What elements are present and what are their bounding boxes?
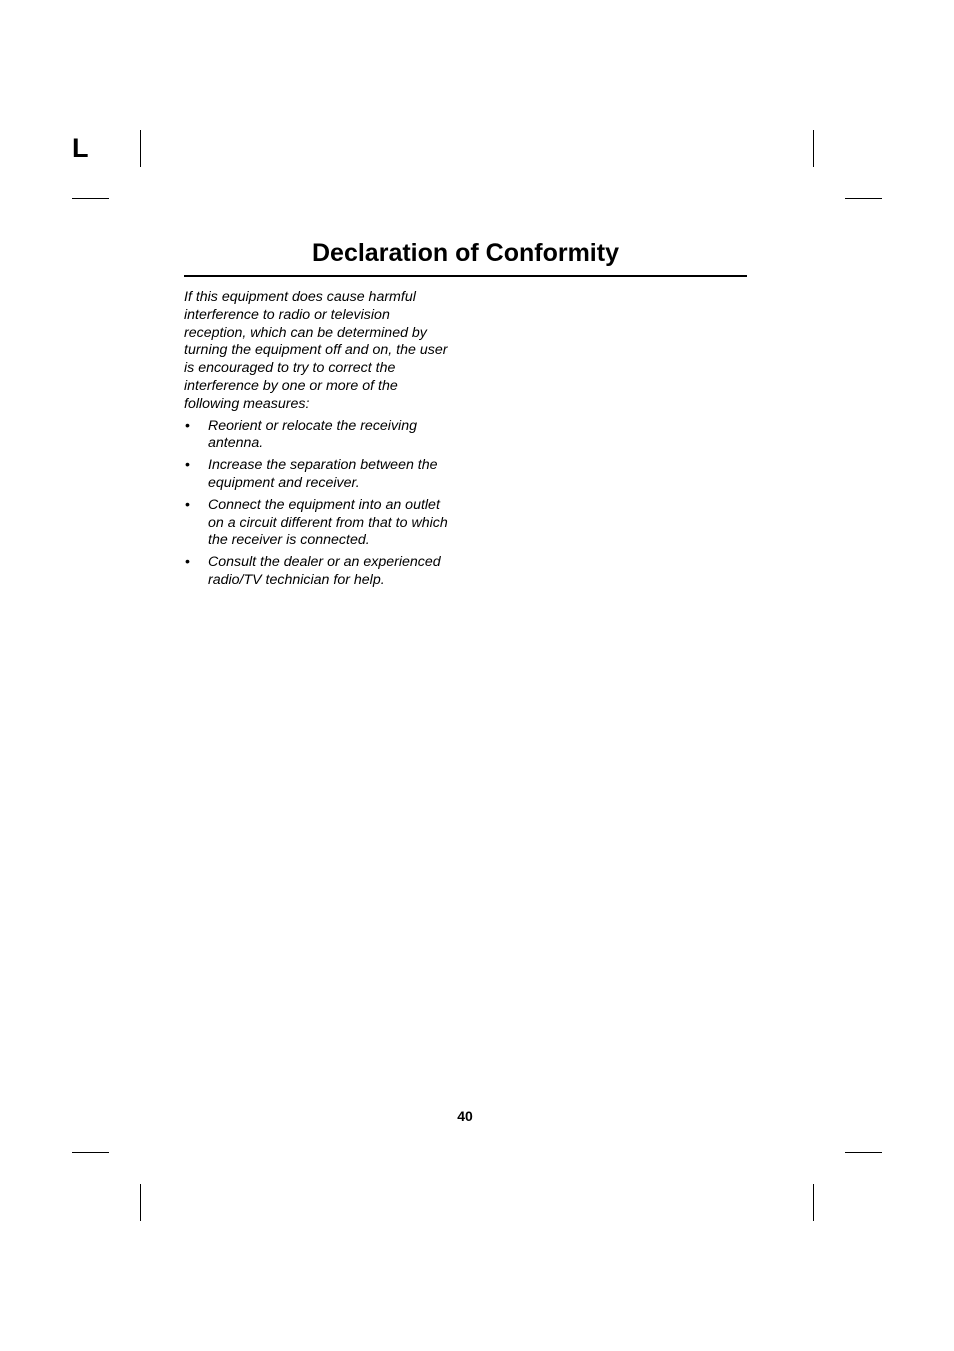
measure-line: Increase the separation between the — [208, 457, 438, 474]
crop-mark-bottom-right-vertical — [813, 1184, 814, 1221]
list-item — [184, 554, 459, 590]
intro-line: reception, which can be determined by — [184, 324, 427, 341]
crop-mark-top-right-vertical — [813, 130, 814, 167]
crop-mark-bottom-left-horizontal — [72, 1152, 109, 1153]
bullet-icon: • — [185, 457, 190, 474]
intro-paragraph — [184, 289, 459, 414]
list-item — [184, 418, 459, 454]
measure-line: equipment and receiver. — [208, 474, 360, 491]
body-column — [184, 289, 459, 594]
intro-line: is encouraged to try to correct the — [184, 360, 396, 377]
section-marker: L — [72, 133, 89, 163]
crop-mark-bottom-left-vertical — [140, 1184, 141, 1221]
measure-line: on a circuit different from that to which — [208, 514, 448, 531]
measure-line: antenna. — [208, 435, 264, 452]
intro-line: following measures: — [184, 395, 310, 412]
bullet-icon: • — [185, 496, 190, 513]
crop-mark-top-right-horizontal — [845, 198, 882, 199]
title-underline — [184, 275, 747, 277]
crop-mark-top-left-horizontal — [72, 198, 109, 199]
crop-mark-bottom-right-horizontal — [845, 1152, 882, 1153]
measure-line: Connect the equipment into an outlet — [208, 496, 440, 513]
measure-line: radio/TV technician for help. — [208, 571, 385, 588]
measure-line: Consult the dealer or an experienced — [208, 554, 441, 571]
measures-list — [184, 418, 459, 590]
page-number: 40 — [457, 1108, 473, 1124]
bullet-icon: • — [185, 417, 190, 434]
page-title: Declaration of Conformity — [312, 239, 619, 267]
intro-line: interference to radio or television — [184, 306, 390, 323]
intro-line: If this equipment does cause harmful — [184, 289, 416, 305]
intro-line: turning the equipment off and on, the user — [184, 342, 448, 359]
crop-mark-top-left-vertical — [140, 130, 141, 167]
measure-line: the receiver is connected. — [208, 532, 370, 549]
list-item — [184, 497, 459, 550]
bullet-icon: • — [185, 554, 190, 571]
intro-line: interference by one or more of the — [184, 377, 398, 394]
measure-line: Reorient or relocate the receiving — [208, 417, 417, 434]
list-item — [184, 457, 459, 493]
